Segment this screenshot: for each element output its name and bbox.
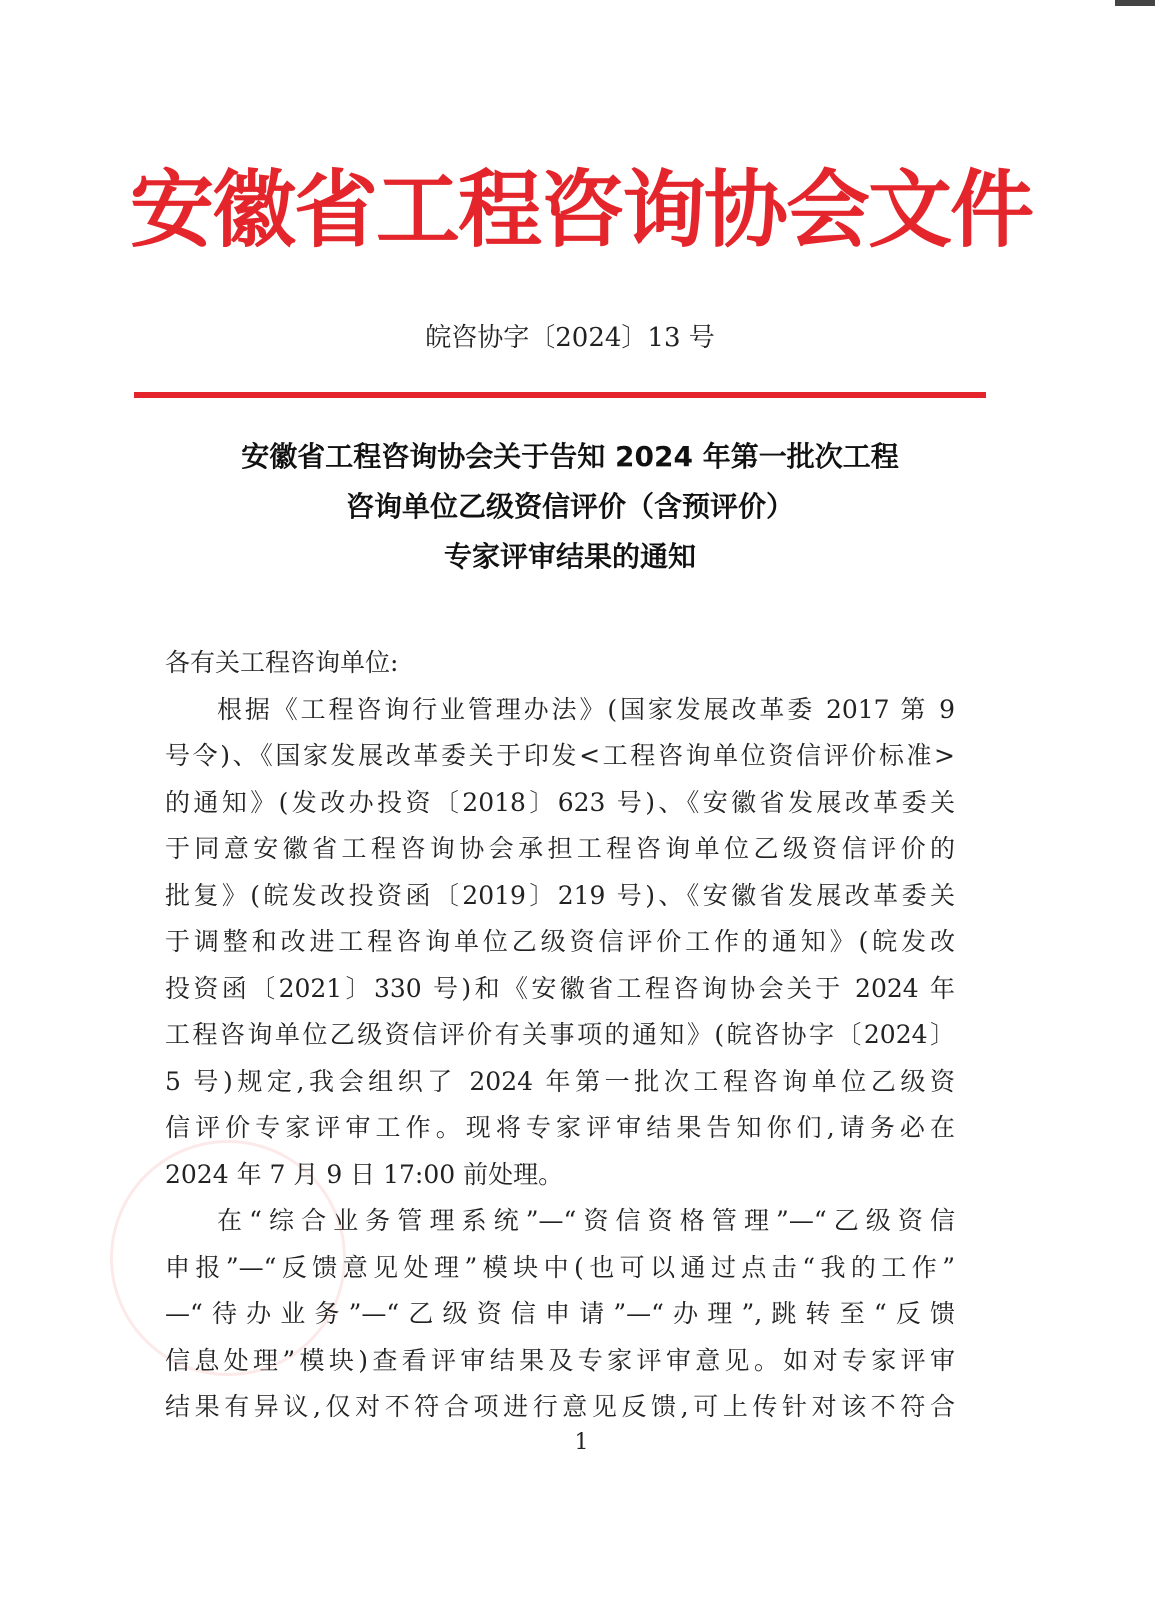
paragraph-line: 于调整和改进工程咨询单位乙级资信评价工作的通知》(皖发改 — [165, 927, 955, 956]
paragraph-line: 投资函〔2021〕330 号)和《安徽省工程咨询协会关于 2024 年 — [165, 973, 955, 1003]
paragraph-line: 2024 年 7 月 9 日 17:00 前处理。 — [165, 1159, 564, 1189]
title-line-3: 专家评审结果的通知 — [443, 540, 696, 573]
notice-title — [140, 432, 1000, 582]
salutation: 各有关工程咨询单位: — [165, 648, 399, 677]
paragraph-line: 在“综合业务管理系统”—“资信资格管理”—“乙级资信 — [217, 1206, 955, 1235]
paragraph-line: 申报”—“反馈意见处理”模块中(也可以通过点击“我的工作” — [165, 1252, 955, 1282]
notice-body — [165, 640, 955, 1431]
title-line-2: 咨询单位乙级资信评价（含预评价） — [345, 490, 794, 523]
scan-corner-mark — [1115, 0, 1155, 6]
paragraph-line: 信息处理”模块)查看评审结果及专家评审意见。如对专家评审 — [165, 1345, 955, 1375]
paragraph-line: —“待办业务”—“乙级资信申请”—“办理”,跳转至“反馈 — [165, 1299, 955, 1328]
paragraph-line: 于同意安徽省工程咨询协会承担工程咨询单位乙级资信评价的 — [165, 834, 955, 863]
document-masthead: 安徽省工程咨询协会文件 — [130, 160, 1033, 259]
paragraph-line: 的通知》(发改办投资〔2018〕623 号)、《安徽省发展改革委关 — [165, 787, 955, 817]
paragraph-line: 根据《工程咨询行业管理办法》(国家发展改革委 2017 第 9 — [217, 694, 955, 724]
document-number: 皖咨协字〔2024〕13 号 — [425, 323, 715, 353]
paragraph-line: 批复》(皖发改投资函〔2019〕219 号)、《安徽省发展改革委关 — [165, 880, 955, 910]
paragraph-line: 号令)、《国家发展改革委关于印发<工程咨询单位资信评价标准> — [165, 741, 955, 770]
paragraph-line: 5 号)规定,我会组织了 2024 年第一批次工程咨询单位乙级资 — [165, 1066, 955, 1096]
title-line-1: 安徽省工程咨询协会关于告知 2024 年第一批次工程 — [241, 440, 899, 473]
paragraph-line: 工程咨询单位乙级资信评价有关事项的通知》(皖咨协字〔2024〕 — [165, 1020, 955, 1049]
red-divider-line — [134, 392, 986, 398]
page-number: 1 — [574, 1430, 589, 1455]
paragraph-line: 结果有异议,仅对不符合项进行意见反馈,可上传针对该不符合 — [165, 1392, 955, 1421]
paragraph-line: 信评价专家评审工作。现将专家评审结果告知你们,请务必在 — [165, 1113, 955, 1142]
